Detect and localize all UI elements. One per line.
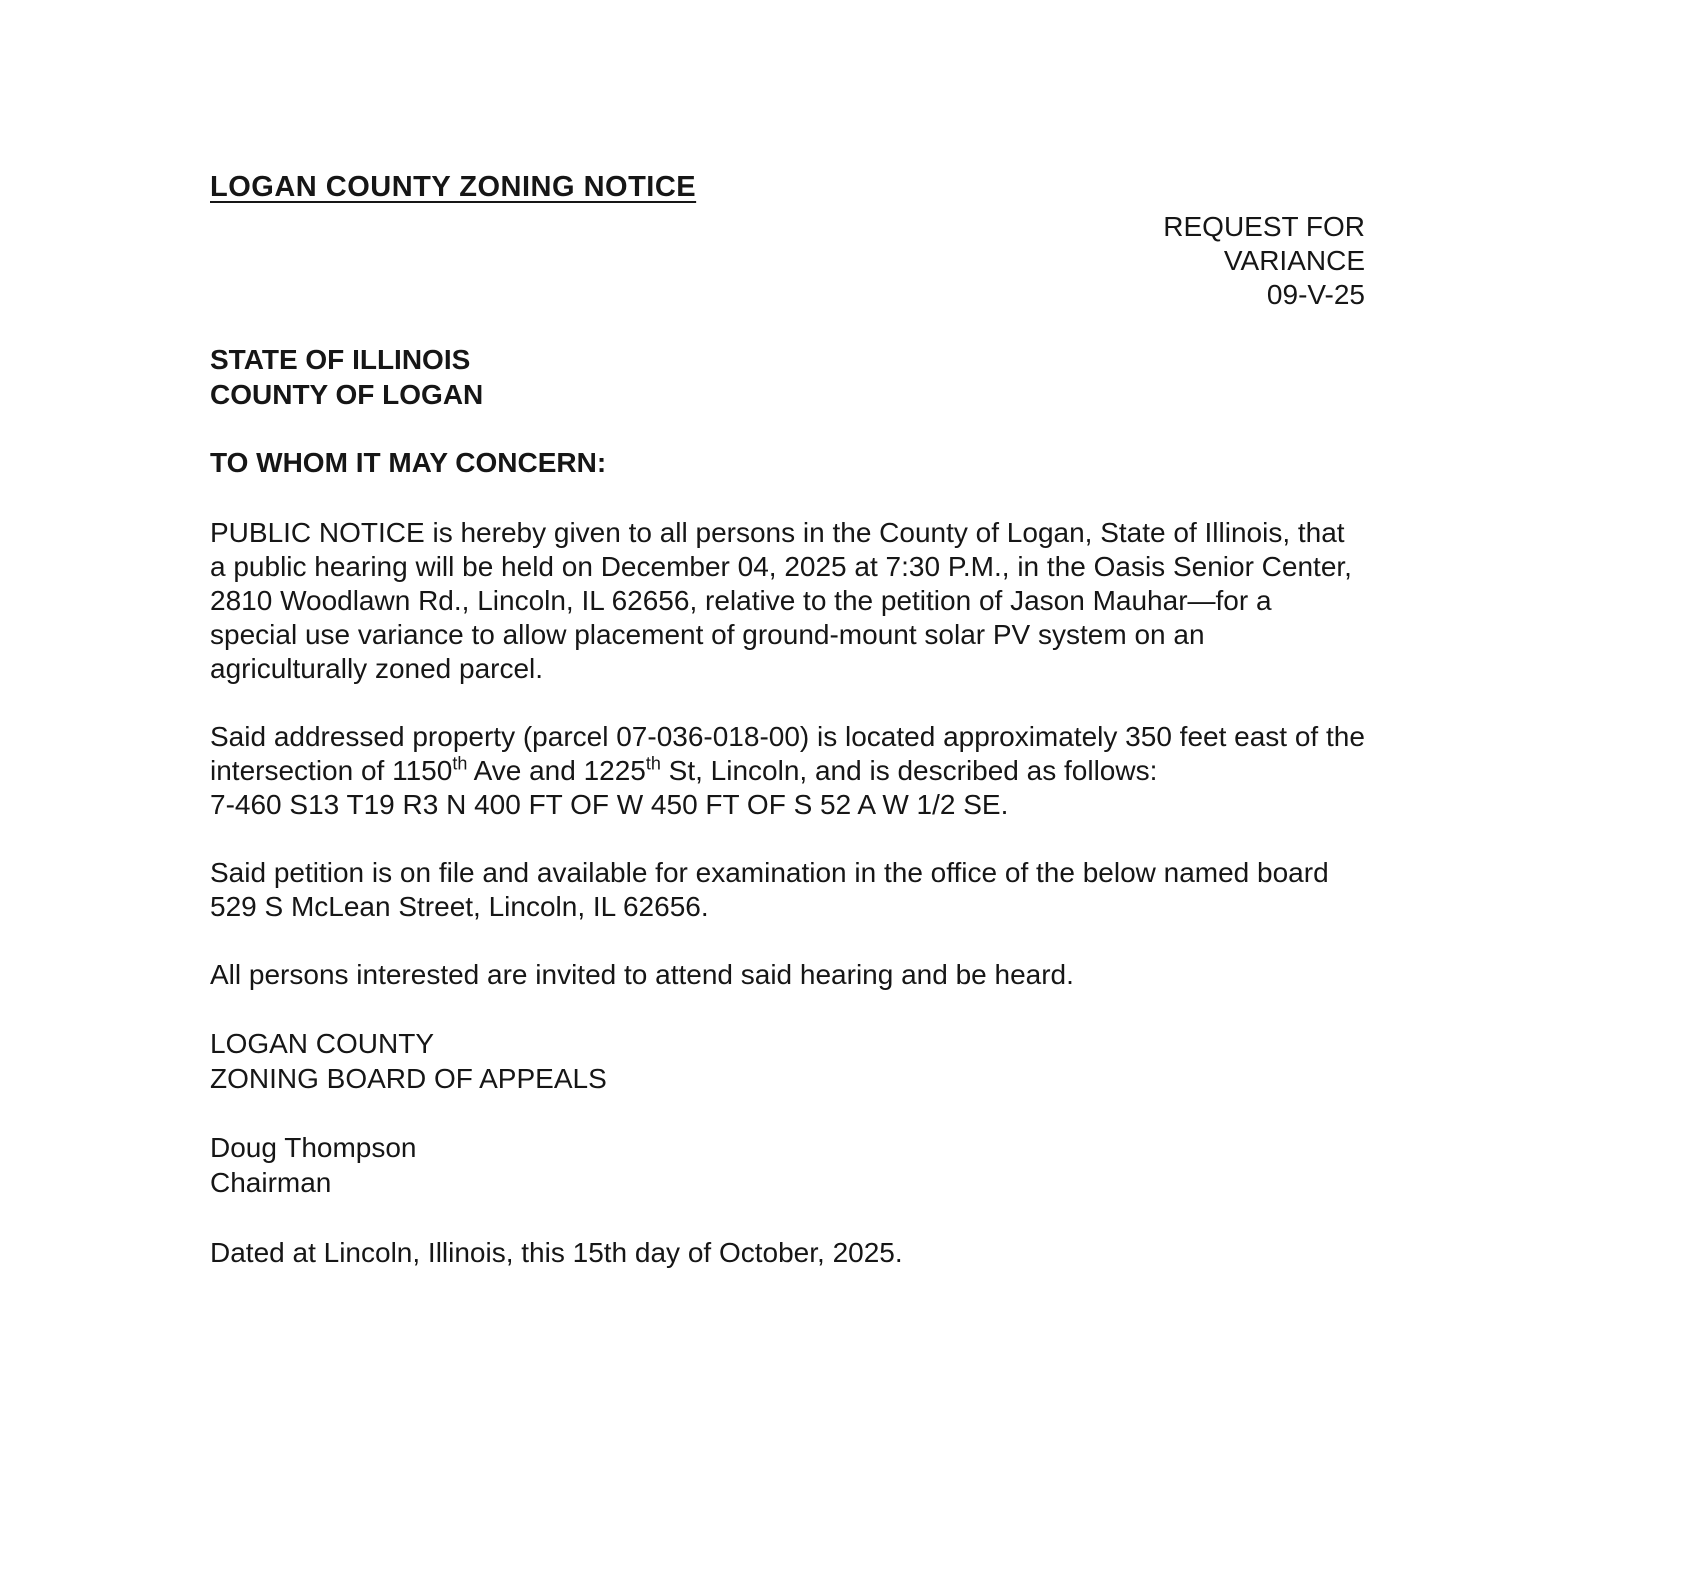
variance-line: VARIANCE: [1223, 245, 1365, 276]
page-title: LOGAN COUNTY ZONING NOTICE: [210, 171, 697, 203]
document-content: [210, 170, 1365, 1270]
county-line: COUNTY OF LOGAN: [210, 379, 484, 410]
request-for-line: REQUEST FOR: [1163, 211, 1365, 242]
signature-block: [210, 1130, 1365, 1200]
paragraph-petition-on-file: Said petition is on file and available for examination in the office of the below named board 529 S McLean Street, Lincoln, IL 62656.: [210, 857, 1329, 922]
state-line: STATE OF ILLINOIS: [210, 344, 471, 375]
paragraph-public-notice: PUBLIC NOTICE is hereby given to all persons in the County of Logan, State of Illinois, that a public hearing will be held on December 04, 2025 at 7:30 P.M., in the Oasis Senior Center, 2810 Woodlawn Rd., Lincoln, IL 62656, relative to the petition of Jason Mauhar—for a special use variance to allow placement of ground-mount solar PV system on an agriculturally zoned parcel.: [210, 517, 1352, 684]
board-name-line-1: LOGAN COUNTY: [210, 1028, 435, 1059]
ordinal-superscript: th: [645, 753, 661, 774]
legal-description-line: 7-460 S13 T19 R3 N 400 FT OF W 450 FT OF S 52 A W 1/2 SE.: [210, 789, 1009, 820]
salutation-line: TO WHOM IT MAY CONCERN:: [210, 447, 607, 478]
property-text-segment-3: St, Lincoln, and is described as follows:: [660, 755, 1158, 786]
paragraph-invitation: All persons interested are invited to attend said hearing and be heard.: [210, 959, 1074, 990]
jurisdiction-block: [210, 342, 1365, 412]
board-name-line-2: ZONING BOARD OF APPEALS: [210, 1063, 607, 1094]
case-number: 09-V-25: [1266, 279, 1365, 310]
ordinal-superscript: th: [452, 753, 468, 774]
paragraph-property-description: [210, 720, 1365, 822]
property-text-segment-1: Said addressed property (parcel 07-036-018-00) is located approximately 350 feet east of the intersection of 1150: [210, 721, 1365, 786]
board-block: [210, 1026, 1365, 1096]
property-text-segment-2: Ave and 1225: [467, 755, 646, 786]
request-block: [210, 210, 1365, 312]
signer-name: Doug Thompson: [210, 1132, 417, 1163]
dated-line: Dated at Lincoln, Illinois, this 15th day of October, 2025.: [210, 1237, 903, 1268]
signer-title: Chairman: [210, 1167, 332, 1198]
